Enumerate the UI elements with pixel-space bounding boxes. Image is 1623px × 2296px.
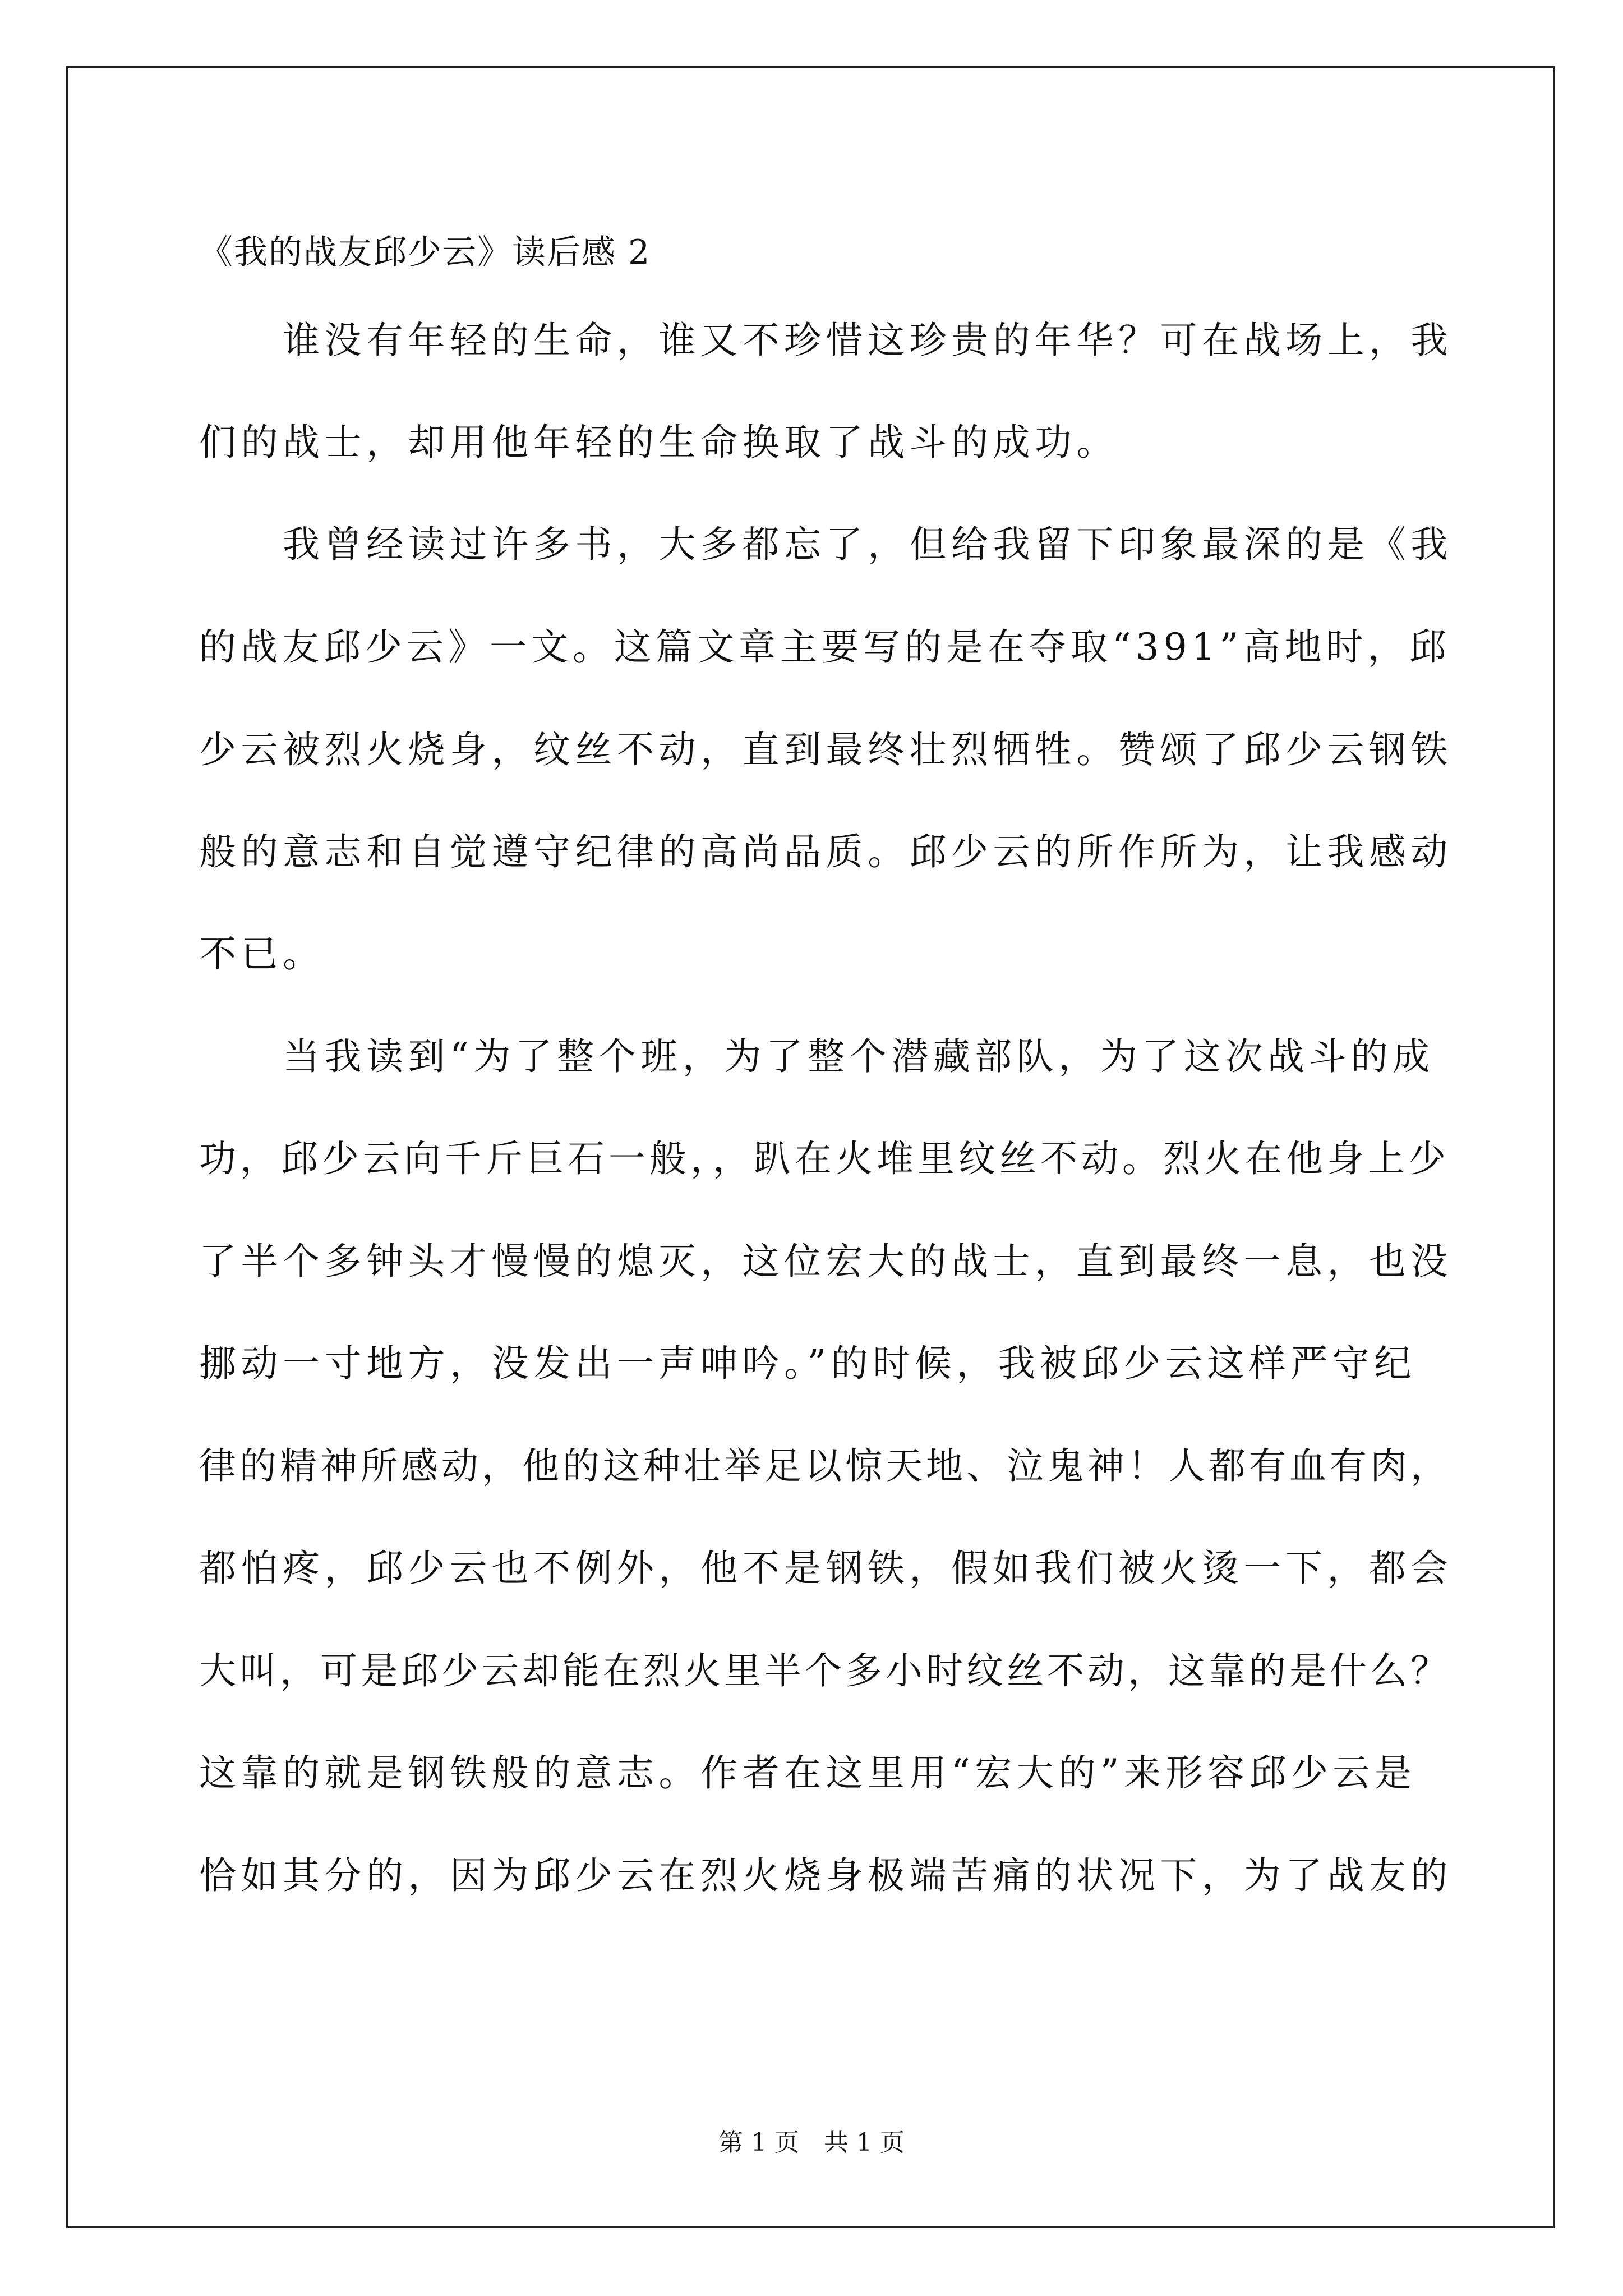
paragraph-3-line-5: 律的精神所感动，他的这种壮举足以惊天地、泣鬼神！人都有血有肉， bbox=[199, 1444, 1451, 1488]
paragraph-3-line-7: 大叫，可是邱少云却能在烈火里半个多小时纹丝不动，这靠的是什么？ bbox=[199, 1649, 1451, 1692]
paragraph-3-line-1: 当我读到“为了整个班，为了整个潜藏部队，为了这次战斗的成 bbox=[199, 1035, 1435, 1078]
paragraph-3-line-3: 了半个多钟头才慢慢的熄灭，这位宏大的战士，直到最终一息，也没 bbox=[199, 1240, 1453, 1283]
paragraph-3-line-6: 都怕疼，邱少云也不例外，他不是钢铁，假如我们被火烫一下，都会 bbox=[199, 1547, 1453, 1590]
page-footer: 第 1 页 共 1 页 bbox=[718, 2128, 905, 2157]
paragraph-3-line-2: 功，邱少云向千斤巨石一般，，趴在火堆里纹丝不动。烈火在他身上少 bbox=[199, 1137, 1450, 1180]
paragraph-2-line-3: 少云被烈火烧身，纹丝不动，直到最终壮烈牺牲。赞颂了邱少云钢铁 bbox=[199, 728, 1453, 771]
document-title: 《我的战友邱少云》读后感 2 bbox=[199, 233, 651, 272]
paragraph-1-line-1: 谁没有年轻的生命，谁又不珍惜这珍贵的年华？可在战场上，我 bbox=[199, 319, 1453, 362]
paragraph-3-line-8: 这靠的就是钢铁般的意志。作者在这里用“宏大的”来形容邱少云是 bbox=[199, 1751, 1417, 1795]
paragraph-2-line-4: 般的意志和自觉遵守纪律的高尚品质。邱少云的所作所为，让我感动 bbox=[199, 830, 1453, 873]
paragraph-2-line-5: 不已。 bbox=[199, 932, 325, 976]
paragraph-1-line-2: 们的战士，却用他年轻的生命换取了战斗的成功。 bbox=[199, 421, 1118, 464]
paragraph-2-line-2: 的战友邱少云》一文。这篇文章主要写的是在夺取“391”高地时，邱 bbox=[199, 625, 1451, 669]
paragraph-2-line-1: 我曾经读过许多书，大多都忘了，但给我留下印象最深的是《我 bbox=[199, 523, 1453, 566]
paragraph-3-line-9: 恰如其分的，因为邱少云在烈火烧身极端苦痛的状况下，为了战友的 bbox=[199, 1854, 1453, 1897]
paragraph-3-line-4: 挪动一寸地方，没发出一声呻吟。”的时候，我被邱少云这样严守纪 bbox=[199, 1342, 1416, 1385]
